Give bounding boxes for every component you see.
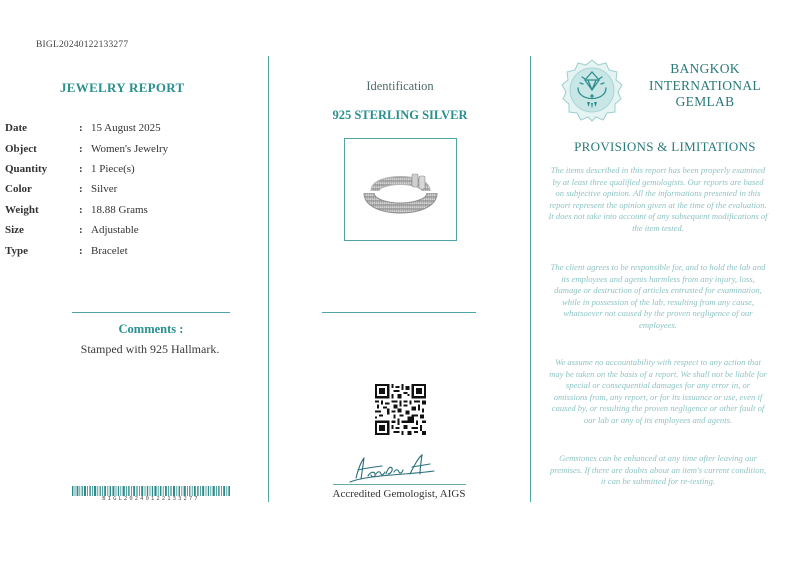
spec-label: Object: [5, 142, 37, 155]
qr-code-icon: [375, 384, 426, 435]
spec-label: Weight: [5, 203, 39, 216]
provisions-paragraph: We assume no accountability with respect to any action that may be taken on the basis of a report. We shall not be liable for special or consequential damages for any error in, or omissions from, any report, or for its issuance or use, even if caused by, or resulting the proven negligence or other fault of our lab or any of its employees and agents.: [549, 357, 767, 425]
spec-row-date: [5, 118, 168, 138]
spec-separator: :: [79, 122, 83, 135]
lab-name: [640, 61, 770, 111]
spec-label: Size: [5, 224, 24, 237]
fold-divider-right: [530, 56, 531, 502]
spec-value: Women's Jewelry: [91, 142, 169, 155]
spec-separator: :: [79, 183, 83, 196]
jewelry-report-title: JEWELRY REPORT: [60, 80, 185, 95]
spec-value: 15 August 2025: [91, 122, 161, 135]
provisions-paragraph: The client agrees to be responsible for, and to hold the lab and its employees and agents harmless from any injury, loss, damage or destruction of articles entrusted for examination, while in possession of the lab, resulting from any cause, whatsoever not caused by the proven negligence of our employees.: [550, 262, 766, 330]
barcode-icon: [72, 486, 230, 496]
gemlab-crest-logo-icon: [560, 58, 624, 122]
spec-value: 18.88 Grams: [91, 203, 148, 216]
spec-row-color: [5, 179, 168, 199]
provisions-paragraph: Gemstones can be enhanced at any time after leaving our premises. If there are doubts about an item's current condition, it can be submitted for re-testing.: [549, 453, 767, 487]
spec-label: Quantity: [5, 162, 48, 175]
spec-separator: :: [79, 224, 83, 237]
comments-divider: [72, 312, 230, 313]
spec-separator: :: [79, 142, 83, 155]
provisions-paragraph: The items described in this report has been properly examined by at least three qualified gemologists. Our reports are based on subjective opinion. All the informations presented in this report represent the opinion given at the time of the evaluation. It does not take into account of any subsequent modifications of the item tested.: [548, 165, 768, 233]
spec-separator: :: [79, 162, 83, 175]
comments-title: Comments :: [118, 322, 184, 336]
comments-text: Stamped with 925 Hallmark.: [80, 342, 220, 356]
spec-value: 1 Piece(s): [91, 162, 135, 175]
material-title: 925 STERLING SILVER: [332, 108, 468, 122]
spec-value: Bracelet: [91, 244, 128, 257]
provisions-title: PROVISIONS & LIMITATIONS: [574, 139, 756, 154]
spec-row-object: [5, 138, 168, 158]
gemologist-caption: Accredited Gemologist, AIGS: [332, 488, 466, 500]
identification-heading: Identification: [366, 79, 434, 93]
spec-separator: :: [79, 244, 83, 257]
lab-name-line: GEMLAB: [675, 94, 735, 109]
item-photo-frame: [344, 138, 457, 241]
gemologist-signature-icon: [346, 452, 436, 486]
spec-label: Color: [5, 183, 32, 196]
report-number: BIGL20240122133277: [36, 40, 129, 50]
spec-label: Type: [5, 244, 29, 257]
signature-line: [333, 484, 466, 485]
spec-value: Adjustable: [91, 224, 139, 237]
spec-row-type: [5, 240, 168, 260]
barcode-number: BIGL20240122133277: [102, 496, 200, 502]
lab-name-line: INTERNATIONAL: [649, 77, 761, 93]
lab-name-line: BANGKOK: [670, 61, 740, 76]
photo-divider: [322, 312, 476, 313]
spec-row-quantity: [5, 159, 168, 179]
spec-value: Silver: [91, 183, 118, 196]
spec-row-weight: [5, 200, 168, 220]
spec-label: Date: [5, 122, 27, 135]
fold-divider-left: [268, 56, 269, 502]
spec-row-size: [5, 220, 168, 240]
bracelet-photo-icon: [345, 139, 456, 240]
specification-table: [5, 118, 168, 261]
spec-separator: :: [79, 203, 83, 216]
